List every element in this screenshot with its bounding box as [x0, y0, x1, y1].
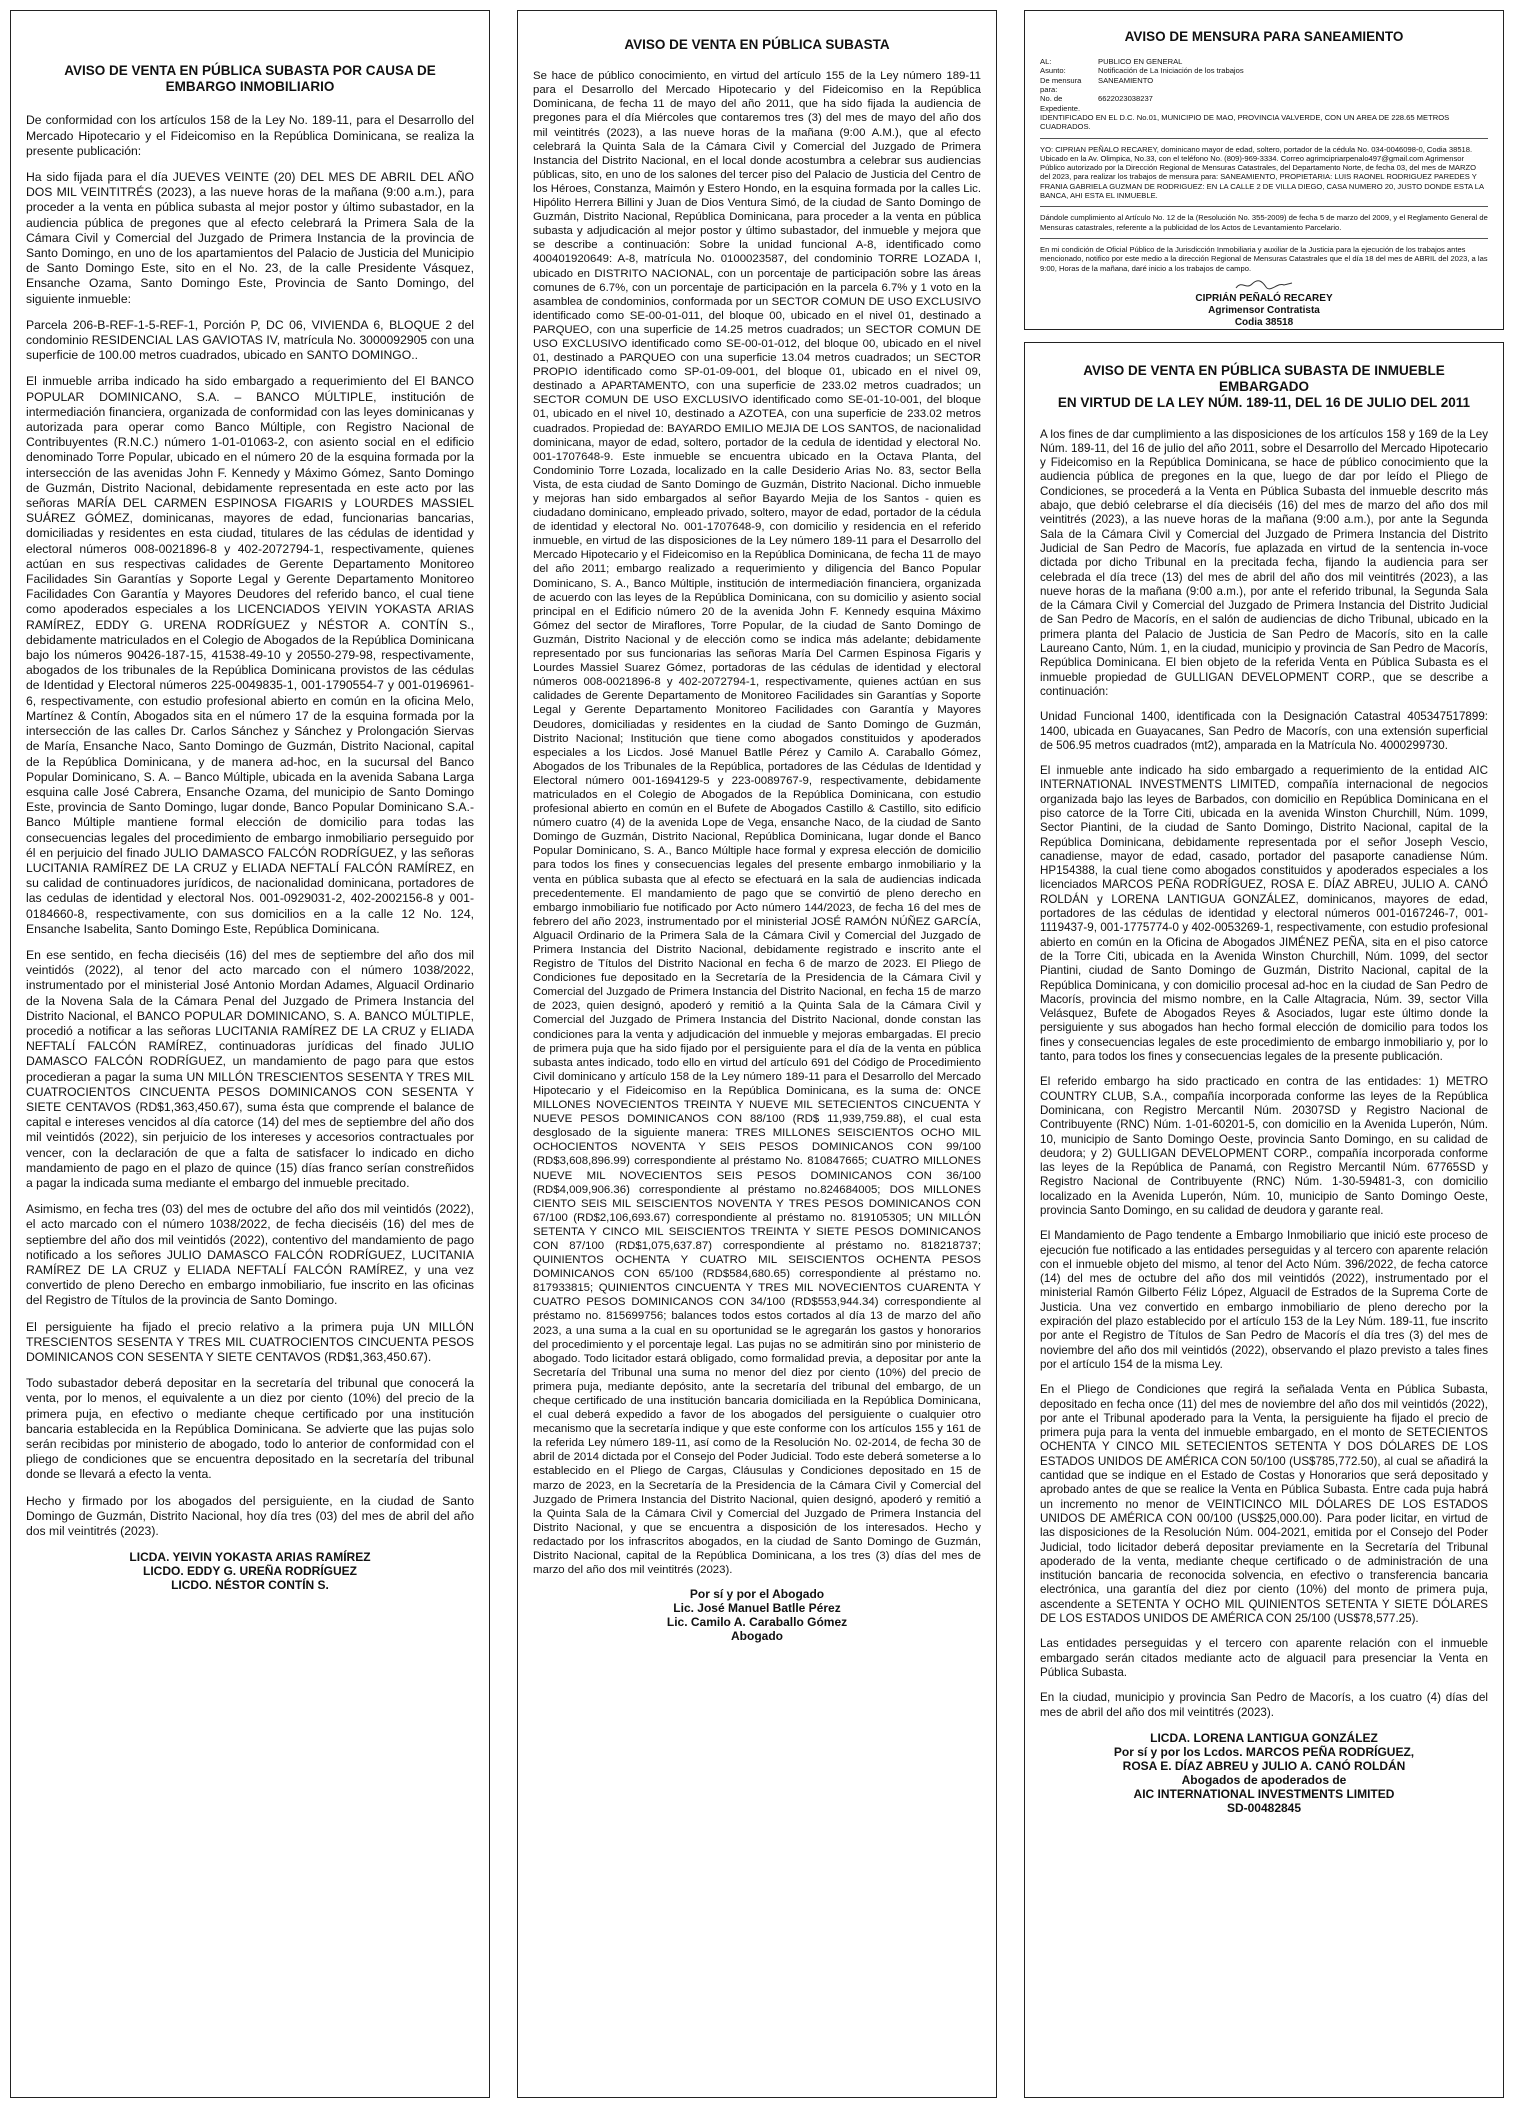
paragraph: A los fines de dar cumplimiento a las disposiciones de los artículos 158 y 169 de la Ley Núm. 189-11, del 16 de julio del año 2011, sobre el Desarrollo del Mercado Hipotecario y Fideicomiso en la República Dominicana, se hace de público conocimiento que la audiencia pública de pregones en la que, luego de dar por leído el Pliego de Condiciones, se procederá a la Venta en Pública Subasta del inmueble descrito más abajo, que debió celebrarse el día dieciséis (16) del mes de marzo del año dos mil veintitrés (2023), a las nueve horas de la mañana (9:00 a.m.), por ante la Segunda Sala de la Cámara Civil y Comercial del Juzgado de Primera Instancia del Distrito Judicial de San Pedro de Macorís, fue aplazada en virtud de la sentencia in-voce dictada por dicho Tribunal en la precitada fecha, fijando la audiencia para ser celebrada el día trece (13) del mes de abril del año dos mil veintitrés (2023), a las nueve horas de la mañana (9:00 a.m.), por ante el referido tribunal, la Segunda Sala de la Cámara Civil y Comercial del Juzgado de Primera Instancia del Distrito Judicial de San Pedro de Macorís, en el salón de audiencias de dicho Tribunal, ubicado en la primera planta del Palacio de Justicia de San Pedro de Macorís, sito en la calle Laureano Canto, Núm. 1, en la ciudad, municipio y provincia de San Pedro de Macorís, República Dominicana. El bien objeto de la referida Venta en Pública Subasta es el inmueble propiedad de GULLIGAN DEVELOPMENT CORP., que se describe a continuación: — [1040, 427, 1488, 698]
signature-line: Codia 38518 — [1234, 316, 1294, 328]
notice-venta-inmueble-embargado — [1024, 342, 1504, 2098]
paragraph: IDENTIFICADO EN EL D.C. No.01, MUNICIPIO DE MAO, PROVINCIA VALVERDE, CON UN AREA DE 228.65 METROS CUADRADOS. — [1040, 112, 1450, 132]
notice-title: AVISO DE MENSURA PARA SANEAMIENTO — [1124, 29, 1404, 44]
paragraph: Ha sido fijada para el día JUEVES VEINTE (20) DEL MES DE ABRIL DEL AÑO DOS MIL VEINTITRÉS (2023), a las nueve horas de la mañana (9:00 a.m.), para proceder a la venta en pública subasta al mejor postor y último subastador, en la audiencia pública de pregones que al efecto celebrará la Primera Sala de la Cámara Civil y Comercial del Juzgado de Primera Instancia de la provincia de Santo Domingo, en uno de los apartamientos del Palacio de Justicia del Municipio de Santo Domingo Este, sito en el No. 23, de la calle Presidente Vásquez, Ensanche Ozama, Santo Domingo Este, Provincia de Santo Domingo, del siguiente inmueble: — [26, 169, 474, 306]
divider — [1040, 138, 1488, 139]
divider — [1040, 206, 1488, 207]
field-row: AL: PUBLICO EN GENERAL — [1040, 57, 1183, 67]
notice-mensura-saneamiento — [1024, 10, 1504, 330]
notice-title: AVISO DE VENTA EN PÚBLICA SUBASTA — [624, 37, 890, 52]
field-row: Asunto: Notificación de La Iniciación de los trabajos — [1040, 66, 1244, 76]
field-list — [1040, 57, 1488, 113]
signature-line: Por sí y por el Abogado — [689, 1587, 825, 1602]
paragraph: El Mandamiento de Pago tendente a Embargo Inmobiliario que inició este proceso de ejecución fue notificado a las entidades perseguidas y al tercero con aparente relación con el inmueble objeto del mismo, al tenor del Acto Núm. 396/2022, de fecha catorce (14) del mes de octubre del año dos mil veintidós (2022), instrumentado por el ministerial Ramón Gilberto Féliz López, Alguacil de Estrados de la Suprema Corte de Justicia. Una vez convertido en embargo inmobiliario de pleno derecho por la expiración del plazo establecido por el artículo 153 de la Ley Núm. 189-11, fue inscrito por ante el Registro de Títulos de San Pedro de Macorís el día tres (3) del mes de noviembre del año dos mil veintidós (2022), observando el plazo previsto a tales fines por el artículo 154 de la misma Ley. — [1040, 1229, 1488, 1371]
paragraph: Parcela 206-B-REF-1-5-REF-1, Porción P, DC 06, VIVIENDA 6, BLOQUE 2 del condominio RESIDENCIAL LAS GAVIOTAS IV, matrícula No. 3000092905 con una superficie de 100.00 metros cuadrados, ubicado en SANTO DOMINGO.. — [26, 317, 474, 363]
paragraph: Todo subastador deberá depositar en la secretaría del tribunal que conocerá la venta, por lo menos, el equivalente a un diez por ciento (10%) del precio de la primera puja, en efectivo o mediante cheque certificado por una institución bancaria establecida en la República Dominicana. Se advierte que las pujas solo serán recibidas por ministerio de abogado, todo lo anterior de conformidad con el pliego de condiciones que se encuentra depositado en la secretaría del tribunal donde se llevará a efecto la venta. — [26, 1376, 474, 1482]
paragraph: El referido embargo ha sido practicado en contra de las entidades: 1) METRO COUNTRY CLUB, S.A., compañía incorporada conforme las leyes de la República Dominicana, con Registro Mercantil Núm. 20307SD y Registro Nacional de Contribuyente (RNC) Núm. 1-01-60201-5, con domicilio en la Avenida Luperón, Núm. 10, municipio de Santo Domingo Oeste, provincia Santo Domingo, en su calidad de deudora; y 2) GULLIGAN DEVELOPMENT CORP., compañía incorporada conforme las leyes de la República de Panamá, con Registro Mercantil Núm. 67765SD y Registro Nacional de Contribuyente (RNC) Núm. 1-30-59481-3, con domicilio localizado en la Avenida Luperón, Núm. 10, municipio de Santo Domingo Oeste, provincia Santo Domingo, en su calidad de deudora y garante real. — [1040, 1075, 1488, 1217]
notice-venta-publica-subasta — [517, 10, 997, 2098]
signature-line: Abogado — [731, 1629, 783, 1644]
signature-line: LICDA. LORENA LANTIGUA GONZÁLEZ — [1150, 1730, 1378, 1745]
signature-block — [1040, 293, 1488, 329]
notice-title: AVISO DE VENTA EN PÚBLICA SUBASTA POR CAUSA DE EMBARGO INMOBILIARIO — [64, 63, 436, 95]
paragraph: El inmueble ante indicado ha sido embargado a requerimiento de la entidad AIC INTERNATIONAL INVESTMENTS LIMITED, compañía internacional de negocios organizada bajo las leyes de Barbados, con domicilio en República Dominicana en el piso catorce de la Torre Citi, ubicada en la avenida Winston Churchill, Núm. 1099, Sector Piantini, de la ciudad de Santo Domingo, Distrito Nacional, capital de la República Dominicana, debidamente representada por el señor Joseph Vescio, canadiense, mayor de edad, casado, portador del pasaporte canadiense Núm. HP154388, la cual tiene como abogados constituidos y apoderados especiales a los licenciados MARCOS PEÑA RODRÍGUEZ, ROSA E. DÍAZ ABREU, JULIO A. CANÓ ROLDÁN y LORENA LANTIGUA GONZÁLEZ, dominicanos, mayores de edad, portadores de las cédulas de identidad y electoral números 001-0167246-7, 001-1119437-9, 001-1775774-0 y 402-0053269-1, respectivamente, con estudio profesional abierto en común en la Oficina de Abogados JIMÉNEZ PEÑA, sita en el piso catorce de la Torre Citi, ubicada en la Avenida Winston Churchill, Núm. 1099, del sector Piantini, ciudad de Santo Domingo de Guzmán, Distrito Nacional, capital de la República Dominicana, y con domicilio procesal ad-hoc en la ciudad de San Pedro de Macorís, provincia del mismo nombre, en la Calle Altagracia, Núm. 39, sector Villa Velásquez, Bufete de Abogados Reyes & Asociados, lugar este último donde la persiguiente y sus abogados han hecho formal elección de domicilio para todos los fines y consecuencias legales de este procedimiento de embargo inmobiliario y, por lo tanto, para todos los fines y consecuencias legales de la presente publicación. — [1040, 764, 1488, 1064]
field-row: No. de Expediente. 6622023038237 — [1040, 94, 1153, 113]
paragraph: Las entidades perseguidas y el tercero con aparente relación con el inmueble embargado serán citados mediante acto de alguacil para presenciar la Venta en Pública Subasta. — [1040, 1637, 1488, 1679]
signature-line: Lic. José Manuel Batlle Pérez — [673, 1601, 841, 1616]
paragraph: De conformidad con los artículos 158 de la Ley No. 189-11, para el Desarrollo del Mercado Hipotecario y el Fideicomiso en la República Dominicana, se realiza la presente publicación: — [26, 113, 474, 158]
signature-block — [1040, 1731, 1488, 1815]
paragraph: Unidad Funcional 1400, identificada con la Designación Catastral 405347517899: 1400, ubicada en Guayacanes, San Pedro de Macorís, con una extensión superficial de 506.95 metros cuadrados (mt2), amparada en la Matrícula No. 4000299730. — [1040, 710, 1488, 752]
handwritten-signature — [1234, 279, 1294, 291]
field-row: De mensura para: SANEAMIENTO — [1040, 75, 1154, 95]
signature-line: LICDO. NÉSTOR CONTÍN S. — [171, 1578, 329, 1593]
paragraph: Hecho y firmado por los abogados del persiguiente, en la ciudad de Santo Domingo de Guzmán, Distrito Nacional, hoy día tres (03) del mes de abril del año dos mil veintitrés (2023). — [26, 1493, 474, 1539]
paragraph: En ese sentido, en fecha dieciséis (16) del mes de septiembre del año dos mil veintidós (2022), al tenor del acto marcado con el número 1038/2022, instrumentado por el ministerial José Antonio Mordan Adames, Alguacil Ordinario de la Novena Sala de la Cámara Penal del Juzgado de Primera Instancia del Distrito Nacional, el BANCO POPULAR DOMINICANO, S. A. BANCO MÚLTIPLE, procedió a notificar a las señoras LUCITANIA RAMÍREZ DE LA CRUZ y ELIADA NEFTALÍ FALCÓN RAMÍREZ, continuadoras jurídicas del finado JULIO DAMASCO FALCÓN RODRÍGUEZ, un mandamiento de pago para que estos procedieran a pagar la suma UN MILLÓN TRESCIENTOS SESENTA Y TRES MIL CUATROCIENTOS CINCUENTA PESOS DOMINICANOS CON SESENTA Y SIETE CENTAVOS (RD$1,363,450.67), suma ésta que comprende el balance de capital e intereses vencidos al día catorce (14) del mes de septiembre del año dos mil veintidós (2022), sin perjuicio de los intereses y accesorios contractuales por vencer, con la declaración de que a falta de satisfacer lo indicado en dicho mandamiento de pago en el plazo de quince (15) días franco serían constreñidos a pagar la indicada suma mediante el embargo del inmueble precitado. — [26, 947, 474, 1190]
column-right — [1024, 10, 1504, 2098]
column-left — [10, 10, 490, 2098]
paragraph: El inmueble arriba indicado ha sido embargado a requerimiento del El BANCO POPULAR DOMINICANO, S.A. – BANCO MÚLTIPLE, institución de intermediación financiera, organizada de conformidad con las leyes dominicanas y autorizada para operar como Banco Múltiple, con Registro Nacional de Contribuyentes (R.N.C.) número 1-01-01063-2, con asiento social en el edificio denominado Torre Popular, ubicado en el número 20 de la esquina formada por la intersección de las avenidas John F. Kennedy y Máximo Gómez, Santo Domingo de Guzmán, Distrito Nacional, debidamente representada en este acto por las señoras MARÍA DEL CARMEN ESPINOSA FIGARIS y LOURDES MASSIEL SUÁREZ GÓMEZ, dominicanas, mayores de edad, funcionarias bancarias, domiciliadas y residentes en esta ciudad, titulares de las cédulas de identidad y electoral números 008-0021896-8 y 402-2072794-1, respectivamente, quienes actúan en sus respectivas calidades de Gerente Departamento Monitoreo Facilidades Sin Garantías y Soporte Legal y Gerente Departamento Monitoreo Facilidades Con Garantía y Mayores Deudores del referido banco, el cual tiene como apoderados especiales a los LICENCIADOS YEIVIN YOKASTA ARIAS RAMÍREZ, EDDY G. URENA RODRÍGUEZ y NÉSTOR A. CONTÍN S., debidamente matriculados en el Colegio de Abogados de la República Dominicana bajo los números 90426-187-15, 41538-49-10 y 20550-279-98, respectivamente, abogados de los tribunales de la República Dominicana provistos de las cédulas de Identidad y Electoral números 225-0049835-1, 001-1790554-7 y 001-0196961-6, respectivamente, con estudio profesional abierto en común en la oficina Melo, Martínez & Contín, Abogados sita en el número 17 de la esquina formada por la intersección de las calles Dr. Carlos Sánchez y Sánchez y Prolongación Siervas de María, Ensanche Naco, Santo Domingo de Guzmán, Distrito Nacional, capital de la República Dominicana, y de manera ad-hoc, en la sucursal del Banco Popular Dominicano, S. A. – Banco Múltiple, ubicada en la avenida Sabana Larga esquina calle José Cabrera, Ensanche Ozama, del municipio de Santo Domingo Este, provincia de Santo Domingo, lugar donde, Banco Popular Dominicano S.A.- Banco Múltiple mantiene formal elección de domicilio para todas las consecuencias legales del procedimiento de embargo inmobiliario perseguido por él en perjuicio del finado JULIO DAMASCO FALCÓN RODRÍGUEZ, y las señoras LUCITANIA RAMÍREZ DE LA CRUZ y ELIADA NEFTALÍ FALCÓN RAMÍREZ, en su calidad de continuadores jurídicos, de nacionalidad dominicana, portadores de las cedulas de identidad y electoral Nos. 001-0929031-2, 402-2002156-8 y 001-0184660-8, respectivamente, con sus domicilios en a la calle 12 No. 124, Ensanche Isabelita, Santo Domingo Este, República Dominicana. — [26, 374, 474, 936]
signature-line: AIC INTERNATIONAL INVESTMENTS LIMITED — [1133, 1786, 1395, 1801]
signature-line: Abogados de apoderados de — [1181, 1772, 1347, 1787]
paragraph: Se hace de público conocimiento, en virtud del artículo 155 de la Ley número 189-11 para el Desarrollo del Mercado Hipotecario y del Fideicomiso en la República Dominicana, de fecha 11 de mayo del año 2011, que ha sido fijada la audiencia de pregones para el día Miércoles que contaremos tres (3) del mes de mayo del año dos mil veintitrés (2023), a las nueve horas de la mañana (9:00 A.M.), que al efecto celebrará la Quinta Sala de la Cámara Civil y Comercial del Juzgado de Primera Instancia del Distrito Nacional, en el local donde acostumbra a celebrar sus audiencias públicas, sito, en uno de los salones del tercer piso del Palacio de Justicia del Centro de los Héroes, Constanza, Maimón y Estero Hondo, en la esquina formada por la calles Lic. Hipólito Herrera Billini y Juan de Dios Ventura Simó, de la ciudad de Santo Domingo de Guzmán, Distrito Nacional, República Dominicana, para proceder a la venta en pública subasta y adjudicación al mejor postor y último subastador, del inmueble y mejora que se describe a continuación: Sobre la unidad funcional A-8, identificado como 400401920649: A-8, matrícula No. 0100023587, del condominio TORRE LOZADA I, ubicado en DISTRITO NACIONAL, con un porcentaje de participación sobre las áreas comunes de 6.7%, con un porcentaje de participación en la parcela 6.7% y 1 voto en la asamblea de condominios, conformada por un SECTOR COMUN DE USO EXCLUSIVO identificado como SE-00-01-011, del bloque 00, ubicado en el nivel 01, destinado a PARQUEO, con una superficie de 14.25 metros cuadrados; un SECTOR COMUN DE USO EXCLUSIVO identificado como SE-00-01-012, del bloque 00, ubicado en el nivel 01, destinado a PARQUEO con una superficie 13.04 metros cuadrados; un SECTOR PROPIO identificado como SP-01-09-001, del bloque 01, ubicado en el nivel 09, destinado a APARTAMENTO, con una superficie de 233.02 metros cuadrados; un SECTOR COMUN DE USO EXCLUSIVO identificado como SE-01-10-001, del bloque 01, ubicado en el nivel 10, destinado a AZOTEA, con una superficie de 233.02 metros cuadrados. Propiedad de: BAYARDO EMILIO MEJIA DE LOS SANTOS, de nacionalidad dominicana, mayor de edad, soltero, portador de la cedula de identidad y electoral No. 001-1707648-9. Este inmueble se encuentra ubicado en la Octava Planta, del Condominio Torre Lozada, localizado en la calle Desiderio Arias No. 83, sector Bella Vista, de esta ciudad de Santo Domingo de Guzmán, Distrito Nacional. Dicho inmueble y mejoras han sido embargados al señor Bayardo Mejia de los Santos - quien es ciudadano dominicano, empleado privado, soltero, mayor de edad, portador de la cédula de identidad y electoral No. 001-1707648-9, con domicilio y residencia en el referido inmueble, en virtud de las disposiciones de la Ley número 189-11 para el Desarrollo del Mercado Hipotecario y el Fideicomiso en la República Dominicana, de fecha 11 de mayo del año 2011; embargo realizado a requerimiento y diligencia del Banco Popular Dominicano, S. A., Banco Múltiple, institución de intermediación financiera, organizada de acuerdo con las leyes de la República Dominicana, con su domicilio y asiento social principal en el Edificio número 20 de la avenida John F. Kennedy esquina Máximo Gómez del sector de Miraflores, Torre Popular, de la ciudad de Santo Domingo de Guzmán, Distrito Nacional y de elección como se indica más adelante; debidamente representado por sus funcionarias las señoras María Del Carmen Espinosa Figaris y Lourdes Massiel Suarez Gómez, portadoras de las cédulas de identidad y electoral números 008-0021896-8 y 402-2072794-1, respectivamente, quienes actúan en sus calidades de Gerente Departamento de Monitoreo Facilidades sin Garantías y Soporte Legal y Gerente Departamento Monitoreo Facilidades con Garantía y Mayores Deudores, domiciliadas y residentes en la ciudad de Santo Domingo de Guzmán, Distrito Nacional; Institución que tiene como abogados constituidos y apoderados especiales a los Licdos. José Manuel Batlle Pérez y Camilo A. Caraballo Gómez, Abogados de los Tribunales de la República, portadores de las Cédulas de Identidad y Electoral número 001-1694129-5 y 223-0089767-9, respectivamente, debidamente matriculados en el Colegio de Abogados de la República Dominicana, con estudio profesional abierto en común en el Bufete de Abogados Castillo & Castillo, sito edificio número cuatro (4) de la avenida Lope de Vega, ensanche Naco, de la ciudad de Santo Domingo de Guzmán, Distrito Nacional, República Dominicana, lugar donde el Banco Popular Dominicano, S. A., Banco Múltiple hace formal y expresa elección de domicilio para todos los fines y consecuencias legales del presente embargo inmobiliario y la venta en pública subasta que al efecto se efectuará en la sala de audiencias indicada precedentemente. El mandamiento de pago que se convirtió de pleno derecho en embargo inmobiliario fue notificado por Acto número 144/2023, de fecha 16 del mes de febrero del año 2023, instrumentado por el ministerial JOSÉ RAMÓN NÚÑEZ GARCÍA, Alguacil Ordinario de la Primera Sala de la Cámara Civil y Comercial del Juzgado de Primera Instancia del Distrito Nacional, debidamente registrado e inscrito ante el Registro de Títulos del Distrito Nacional en fecha 6 de marzo de 2023. El Pliego de Condiciones fue depositado en la Secretaría de la Presidencia de la Cámara Civil y Comercial del Juzgado de Primera Instancia del Distrito Nacional, en fecha 15 de marzo de 2023, quien designó, apoderó y remitió a la Quinta Sala de la Cámara Civil y Comercial del Juzgado de Primera Instancia del Distrito Nacional, donde constan las condiciones para la venta y adjudicación del inmueble y mejoras embargadas. El precio de primera puja que ha sido fijado por el persiguiente para el día de la venta en pública subasta antes indicado, todo ello en virtud del artículo 691 del Código de Procedimiento Civil dominicano y artículo 158 de la Ley número 189-11 para el Desarrollo del Mercado Hipotecario y el Fideicomiso en la República Dominicana, es la suma de: ONCE MILLONES NOVECIENTOS TREINTA Y NUEVE MIL SETECIENTOS CINCUENTA Y NUEVE PESOS DOMINICANOS CON 88/100 (RD$ 11,939,759.88), el cual esta desglosado de la siguiente manera: TRES MILLONES SEISCIENTOS OCHO MIL OCHOCIENTOS NOVENTA Y SEIS PESOS DOMINICANOS CON 99/100 (RD$3,608,896.99) correspondiente al préstamo No. 810847665; CUATRO MILLONES NUEVE MIL NOVECIENTOS SEIS PESOS DOMINICANOS CON 36/100 (RD$4,009,906.36) correspondiente al préstamo no.824684005; DOS MILLONES CIENTO SEIS MIL SEISCIENTOS NOVENTA Y TRES PESOS DOMINICANOS CON 67/100 (RD$2,106,693.67) correspondiente al préstamo no. 819105305; UN MILLÓN SETENTA Y CINCO MIL SEISCIENTOS TREINTA Y SIETE PESOS DOMINICANOS CON 87/100 (RD$1,075,637.87) correspondiente al préstamo no. 818218737; QUINIENTOS OCHENTA Y CUATRO MIL SEISCIENTOS OCHENTA PESOS DOMINICANOS CON 65/100 (RD$584,680.65) correspondiente al préstamo no. 817933815; QUINIENTOS CINCUENTA Y TRES MIL NOVECIENTOS CUARENTA Y CUATRO PESOS DOMINICANOS CON 34/100 (RD$553,944.34) correspondiente al préstamo no. 815699756; balances todos estos cortados al día 13 de marzo del año 2023, a una suma a la cual en su oportunidad se le agregarán los gastos y honorarios del procedimiento y el porcentaje legal. Las pujas no se admitirán sino por ministerio de abogado. Todo licitador estará obligado, como formalidad previa, a depositar por ante la Secretaría del Tribunal una suma no menor del diez por ciento (10%) del precio de primera puja, mediante depósito, ante la secretaría del tribunal del embargo, de un cheque certificado de una institución bancaria domiciliada en la República Dominicana, el cual deberá expedido a favor de los abogados del persiguiente o cualquier otro mecanismo que la secretaría indique y que este conforme con los artículos 155 y 161 de la referida Ley número 189-11, así como de la Resolución No. 02-2014, de fecha 30 de abril de 2014 dictada por el Consejo del Poder Judicial. Todo este deberá someterse a lo establecido en el Pliego de Cargas, Cláusulas y Condiciones depositado en 15 de marzo de 2023, en la Secretaría de la Presidencia de la Cámara Civil y Comercial del Juzgado de Primera Instancia del Distrito Nacional, quien designó, apoderó y remitió a la Quinta Sala de la Cámara Civil y Comercial del Juzgado de Primera Instancia del Distrito Nacional, y que se encuentra a disposición de los interesados. Hecho y redactado por los infrascritos abogados, en la ciudad de Santo Domingo de Guzmán, Distrito Nacional, capital de la República Dominicana, a los tres (3) días del mes de marzo del año dos mil veintitrés (2023). — [533, 70, 981, 1577]
divider — [1040, 238, 1488, 239]
signature-block — [533, 1587, 981, 1643]
signature-line: LICDO. EDDY G. UREÑA RODRÍGUEZ — [142, 1564, 357, 1579]
paragraph: Asimismo, en fecha tres (03) del mes de octubre del año dos mil veintidós (2022), el acto marcado con el número 1038/2022, de fecha dieciséis (16) del mes de septiembre del año dos mil veintidós (2022), contentivo del mandamiento de pago notificado a los señores JULIO DAMASCO FALCÓN RODRÍGUEZ, LUCITANIA RAMÍREZ DE LA CRUZ y ELIADA NEFTALÍ FALCÓN RAMÍREZ, y una vez convertido de pleno Derecho en embargo inmobiliario, fue inscrito en las oficinas del Registro de Títulos de la provincia de Santo Domingo. — [26, 1202, 474, 1308]
signature-line: LICDA. YEIVIN YOKASTA ARIAS RAMÍREZ — [129, 1550, 371, 1565]
signature-line: Agrimensor Contratista — [1208, 304, 1320, 316]
paragraph: Dándole cumplimiento al Artículo No. 12 de la (Resolución No. 355-2009) de fecha 5 de marzo del 2009, y el Reglamento General de Mensuras catastrales, referente a la publicidad de los Actos de Levantamiento Parcelario. — [1040, 213, 1488, 232]
signature-line: CIPRIÁN PEÑALÓ RECAREY — [1195, 292, 1333, 304]
paragraph: En el Pliego de Condiciones que regirá la señalada Venta en Pública Subasta, depositado en fecha once (11) del mes de noviembre del año dos mil veintidós (2022), por ante el Tribunal apoderado para la Venta, la persiguiente ha fijado el precio de primera puja para la venta del inmueble embargado, en el monto de SETECIENTOS OCHENTA Y CINCO MIL SETECIENTOS SETENTA Y DOS DÓLARES DE LOS ESTADOS UNIDOS DE AMÉRICA CON 50/100 (US$785,772.50), al cual se añadirá la cantidad que se indique en el Estado de Costas y Honorarios que será depositado y aprobado antes de que se realice la Venta en Pública Subasta. Entre cada puja habrá un incremento no menor de VEINTICINCO MIL DÓLARES DE LOS ESTADOS UNIDOS DE AMÉRICA CON 00/100 (US$25,000.00). Para poder licitar, en virtud de las disposiciones de la Resolución Núm. 004-2021, emitida por el Consejo del Poder Judicial, todo licitador deberá depositar previamente en la Secretaría del Tribunal apoderado de la venta, mediante cheque certificado o de administración de una institución bancaria de reconocida solvencia, en efectivo o transferencia bancaria electrónica, una garantía del diez por ciento (10%) del monto de primera puja, ascendente a SETENTA Y OCHO MIL QUINIENTOS SETENTA Y SIETE DÓLARES DE LOS ESTADOS UNIDOS DE AMÉRICA CON 25/100 (US$78,577.25). — [1040, 1383, 1488, 1626]
paragraph: El persiguiente ha fijado el precio relativo a la primera puja UN MILLÓN TRESCIENTOS SESENTA Y TRES MIL CUATROCIENTOS CINCUENTA PESOS DOMINICANOS CON SESENTA Y SIETE CENTAVOS (RD$1,363,450.67). — [26, 1319, 474, 1365]
notice-title: AVISO DE VENTA EN PÚBLICA SUBASTA DE INMUEBLE EMBARGADO EN VIRTUD DE LA LEY NÚM. 189-11, DEL 16 DE JULIO DEL 2011 — [1057, 363, 1471, 411]
signature-line: SD-00482845 — [1226, 1800, 1302, 1815]
signature-line: Lic. Camilo A. Caraballo Gómez — [666, 1615, 848, 1630]
column-middle — [517, 10, 997, 2098]
paragraph: En la ciudad, municipio y provincia San Pedro de Macorís, a los cuatro (4) días del mes de abril del año dos mil veintitrés (2023). — [1040, 1691, 1488, 1719]
paragraph: En mi condición de Oficial Público de la Jurisdicción Inmobiliaria y auxiliar de la Justicia para la ejecución de los trabajos antes mencionado, notifico por este medio a la dirección Regional de Mensuras Catastrales que el día 18 del mes de ABRIL del 2023, a las 9:00, Horas de la mañana, daré inicio a los trabajos de campo. — [1040, 244, 1488, 273]
paragraph: YO: CIPRIAN PEÑALO RECAREY, dominicano mayor de edad, soltero, portador de la cédula No. 034-0046098-0, Codia 38518. Ubicado en la Av. Olimpica, No.33, con el teléfono No. (809)-969-3334. Correo agrimcipriarpenalo497@gmail.com Agrimensor Público autorizado por la Dirección Regional de Mensuras Catastrales, del Departamento Norte, de fecha 03, del mes de MARZO del 2023, para realizar los trabajos de mensura para: SANEAMIENTO, PROPIETARIA: LUIS RAONEL RODRIGUEZ PAREDES Y FRANIA GABRIELA GUZMAN DE RODRIGUEZ: EN LA CALLE 2 DE VILLA DIEGO, CASA NUMERO 20, JUSTO DONDE ESTA LA BANCA, AHI ESTA EL INMUEBLE. — [1040, 144, 1484, 201]
signature-block — [26, 1550, 474, 1592]
signature-line: ROSA E. DÍAZ ABREU y JULIO A. CANÓ ROLDÁN — [1122, 1758, 1406, 1773]
signature-line: Por sí y por los Lcdos. MARCOS PEÑA RODRÍGUEZ, — [1113, 1744, 1415, 1759]
notice-embargo-inmobiliario — [10, 10, 490, 2098]
